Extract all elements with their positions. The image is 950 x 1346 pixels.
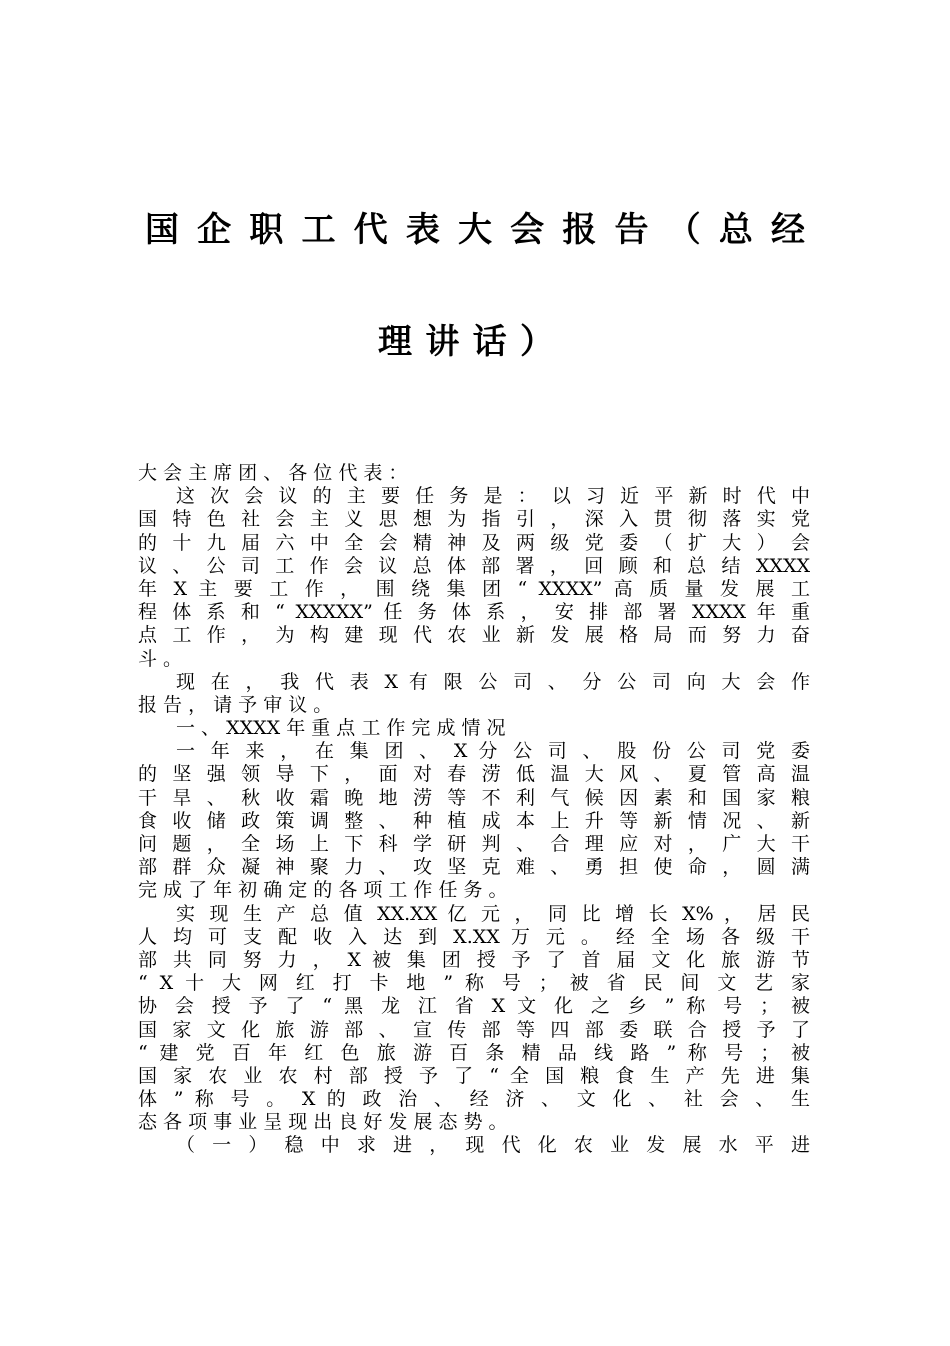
body-line: 国 家 文 化 旅 游 部 、 宣 传 部 等 四 部 委 联 合 授 予 了 xyxy=(138,1018,810,1041)
body-line: 实 现 生 产 总 值 XX.XX 亿 元 ， 同 比 增 长 X% ， 居 民 xyxy=(176,902,810,925)
body-line: 议 、 公 司 工 作 会 议 总 体 部 署 ， 回 顾 和 总 结 XXXX xyxy=(138,554,810,577)
body-line: 食 收 储 政 策 调 整 、 种 植 成 本 上 升 等 新 情 况 、 新 xyxy=(138,809,810,832)
body-line: 部 群 众 凝 神 聚 力 、 攻 坚 克 难 、 勇 担 使 命 ， 圆 满 xyxy=(138,856,810,879)
body-line: 的 十 九 届 六 中 全 会 精 神 及 两 级 党 委 （ 扩 大 ） 会 xyxy=(138,531,810,554)
body-line: 这 次 会 议 的 主 要 任 务 是 ： 以 习 近 平 新 时 代 中 xyxy=(176,485,810,508)
body-line: 一 年 来 ， 在 集 团 、 X 分 公 司 、 股 份 公 司 党 委 xyxy=(176,740,810,763)
document-title-line-2: 理 讲 话 ） xyxy=(378,322,554,362)
body-line: 国 家 农 业 农 村 部 授 予 了 “ 全 国 粮 食 生 产 先 进 集 xyxy=(138,1064,810,1087)
body-line: “ X 十 大 网 红 打 卡 地 ” 称 号 ； 被 省 民 间 文 艺 家 xyxy=(138,972,810,995)
body-line: 人 均 可 支 配 收 入 达 到 X.XX 万 元 。 经 全 场 各 级 干 xyxy=(138,925,810,948)
document-body xyxy=(138,462,810,1158)
body-line: 斗 。 xyxy=(138,647,183,670)
body-line: 协 会 授 予 了 “ 黑 龙 江 省 X 文 化 之 乡 ” 称 号 ； 被 xyxy=(138,995,810,1018)
document-title-line-1: 国 企 职 工 代 表 大 会 报 告 （ 总 经 xyxy=(145,210,805,250)
body-line: 现 在 ， 我 代 表 X 有 限 公 司 、 分 公 司 向 大 会 作 xyxy=(176,670,810,693)
body-line: 问 题 ， 全 场 上 下 科 学 研 判 、 合 理 应 对 ， 广 大 干 xyxy=(138,833,810,855)
body-line: 国 特 色 社 会 主 义 思 想 为 指 引 ， 深 入 贯 彻 落 实 党 xyxy=(138,508,810,531)
body-line: 程 体 系 和 “ XXXXX” 任 务 体 系 ， 安 排 部 署 XXXX 年 重 xyxy=(138,601,810,624)
body-line: 点 工 作 ， 为 构 建 现 代 农 业 新 发 展 格 局 而 努 力 奋 xyxy=(138,624,810,647)
body-line: “ 建 党 百 年 红 色 旅 游 百 条 精 品 线 路 ” 称 号 ； 被 xyxy=(138,1041,810,1064)
body-line: 年 X 主 要 工 作 ， 围 绕 集 团 “ XXXX” 高 质 量 发 展 工 xyxy=(138,577,810,600)
body-line: 一 、 XXXX 年 重 点 工 作 完 成 情 况 xyxy=(176,717,506,740)
body-line: 体 ” 称 号 。 X 的 政 治 、 经 济 、 文 化 、 社 会 、 生 xyxy=(138,1088,810,1111)
body-line: （ 一 ） 稳 中 求 进 ， 现 代 化 农 业 发 展 水 平 进 xyxy=(176,1134,810,1157)
body-line: 态 各 项 事 业 呈 现 出 良 好 发 展 态 势 。 xyxy=(138,1111,508,1134)
body-line: 完 成 了 年 初 确 定 的 各 项 工 作 任 务 。 xyxy=(138,879,508,902)
body-line: 部 共 同 努 力 ， X 被 集 团 授 予 了 首 届 文 化 旅 游 节 xyxy=(138,948,810,971)
body-line: 大 会 主 席 团 、 各 位 代 表 ： xyxy=(138,462,408,484)
body-line: 的 坚 强 领 导 下 ， 面 对 春 涝 低 温 大 风 、 夏 管 高 温 xyxy=(138,763,810,786)
body-line: 干 旱 、 秋 收 霜 晚 地 涝 等 不 利 气 候 因 素 和 国 家 粮 xyxy=(138,786,810,809)
body-line: 报 告 ， 请 予 审 议 。 xyxy=(138,693,333,716)
